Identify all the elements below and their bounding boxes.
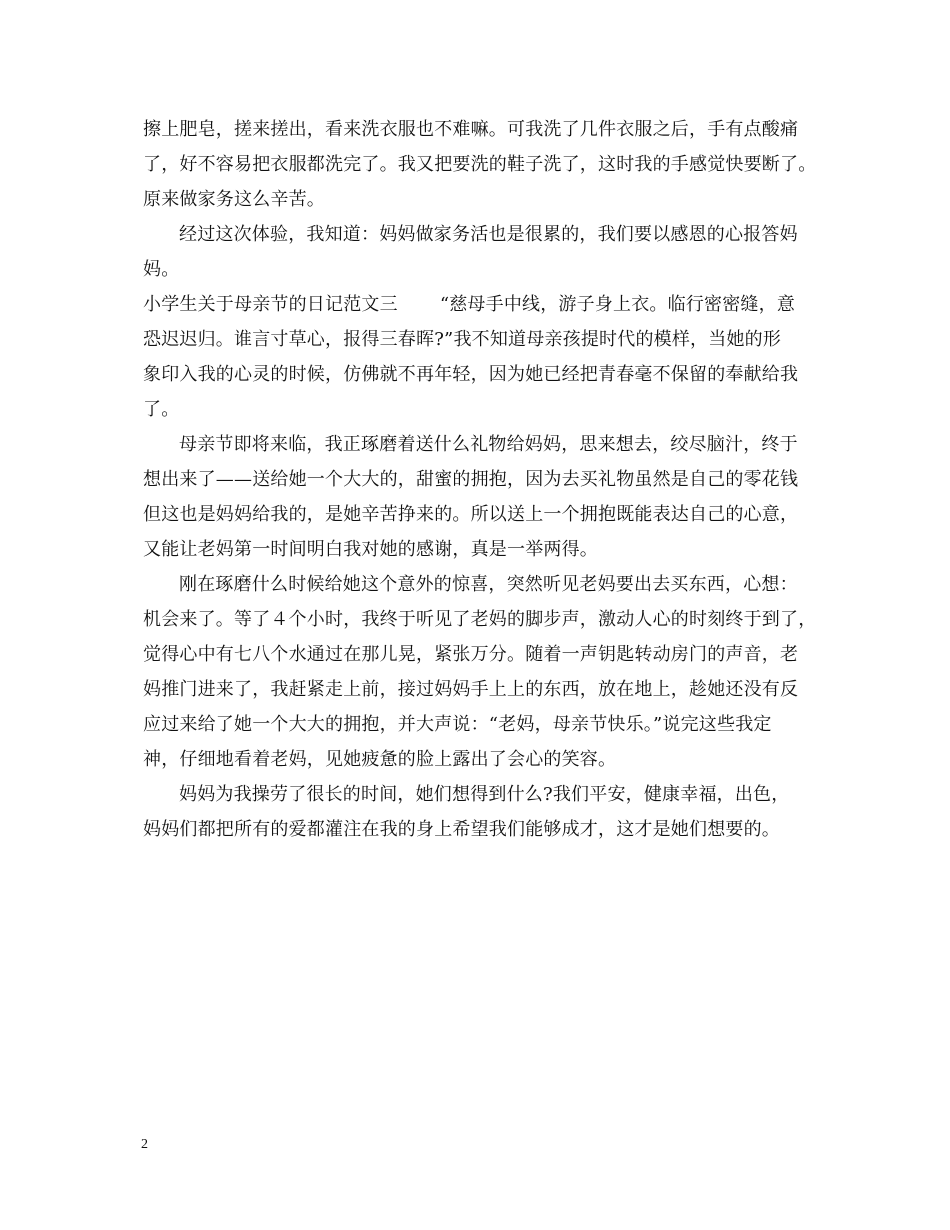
text-line: 了，好不容易把衣服都洗完了。我又把要洗的鞋子洗了，这时我的手感觉快要断了。 (143, 154, 817, 175)
text-line: 神，仔细地看着老妈，见她疲惫的脸上露出了会心的笑容。 (143, 749, 617, 770)
text-line: 但这也是妈妈给我的，是她辛苦挣来的。所以送上一个拥抱既能表达自己的心意， (143, 504, 799, 525)
text-line: 了。 (143, 399, 180, 420)
poem-quote: “慈母手中线，游子身上衣。临行密密缝，意 (439, 294, 796, 315)
paragraph-start-line: 母亲节即将来临，我正琢磨着送什么礼物给妈妈，思来想去，绞尽脑汁，终于 (179, 434, 798, 455)
section-heading-line (143, 287, 843, 322)
text-line: 擦上肥皂，搓来搓出，看来洗衣服也不难嘛。可我洗了几件衣服之后，手有点酸痛 (143, 119, 799, 140)
text-line: 妈妈们都把所有的爱都灌注在我的身上希望我们能够成才，这才是她们想要的。 (143, 819, 780, 840)
text-line: 机会来了。等了４个小时，我终于听见了老妈的脚步声，激动人心的时刻终于到了， (143, 609, 817, 630)
text-line: 原来做家务这么辛苦。 (143, 189, 325, 210)
text-line: 恐迟迟归。谁言寸草心，报得三春晖?”我不知道母亲孩提时代的模样，当她的形 (143, 329, 782, 350)
text-line: 象印入我的心灵的时候，仿佛就不再年轻，因为她已经把青春毫不保留的奉献给我 (143, 364, 799, 385)
text-line: 觉得心中有七八个水通过在那儿晃，紧张万分。随着一声钥匙转动房门的声音，老 (143, 644, 799, 665)
section-title: 小学生关于母亲节的日记范文三 (143, 294, 398, 315)
text-line: 又能让老妈第一时间明白我对她的感谢，真是一举两得。 (143, 539, 598, 560)
text-line: 想出来了——送给她一个大大的，甜蜜的拥抱，因为去买礼物虽然是自己的零花钱 (143, 469, 799, 490)
text-line: 妈推门进来了，我赶紧走上前，接过妈妈手上上的东西，放在地上，趁她还没有反 (143, 679, 799, 700)
paragraph-start-line: 刚在琢磨什么时候给她这个意外的惊喜，突然听见老妈要出去买东西，心想： (179, 574, 798, 595)
body-text (143, 112, 843, 847)
text-line: 妈。 (143, 259, 180, 280)
paragraph-start-line: 经过这次体验，我知道：妈妈做家务活也是很累的，我们要以感恩的心报答妈 (179, 224, 798, 245)
text-line: 应过来给了她一个大大的拥抱，并大声说：“老妈，母亲节快乐。”说完这些我定 (143, 714, 772, 735)
paragraph-start-line: 妈妈为我操劳了很长的时间，她们想得到什么?我们平安，健康幸福，出色， (179, 784, 790, 805)
page-number: 2 (141, 1137, 148, 1152)
